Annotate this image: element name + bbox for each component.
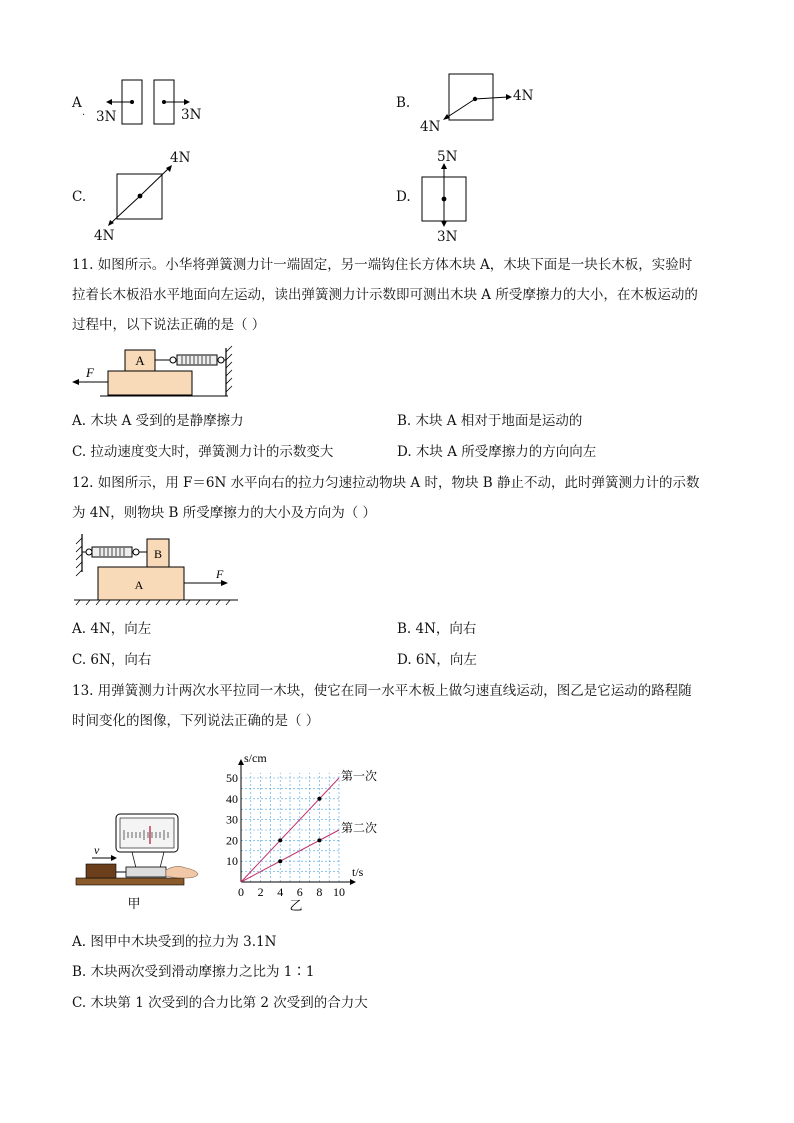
chart-caption: 乙	[289, 898, 303, 913]
data-point	[317, 797, 321, 801]
q11-force-label: F	[86, 365, 94, 380]
q11-stem-line3: 过程中，以下说法正确的是（ ）	[72, 317, 266, 333]
data-point	[317, 838, 321, 842]
q13-option-b: B. 木块两次受到滑动摩擦力之比为 1∶1	[72, 964, 315, 980]
q12-stem-line1: 12. 如图所示，用 F＝6N 水平向右的拉力匀速拉动物块 A 时，物块 B 静止不动，此时弹簧测力计的示数	[72, 475, 700, 491]
q11-figure	[70, 344, 240, 404]
chart-grid	[241, 773, 339, 882]
q11-option-b: B. 木块 A 相对于地面是运动的	[397, 413, 583, 429]
q10-d-force-down: 3N	[437, 229, 458, 245]
x-axis-arrow	[350, 879, 356, 885]
q10-option-c-figure	[94, 160, 194, 234]
q13-chart	[218, 748, 388, 916]
q11-option-d: D. 木块 A 所受摩擦力的方向向左	[397, 444, 597, 460]
x-tick-label: 0	[238, 885, 244, 899]
q13-velocity-label: v	[94, 843, 100, 857]
q13-option-c: C. 木块第 1 次受到的合力比第 2 次受到的合力大	[72, 995, 368, 1011]
x-tick-label: 8	[316, 885, 323, 899]
q13-fig-a-caption: 甲	[127, 896, 141, 911]
q12-block-a: A	[134, 578, 144, 592]
q12-option-a: A. 4N，向左	[72, 621, 152, 637]
q13-stem-line1: 13. 用弹簧测力计两次水平拉同一木块，使它在同一水平木板上做匀速直线运动，图乙是它运动的路程随	[72, 683, 692, 699]
x-tick-label: 2	[257, 885, 264, 899]
x-tick-label: 4	[277, 885, 284, 899]
q11-option-a: A. 木块 A 受到的是静摩擦力	[72, 413, 244, 429]
q13-stem-line2: 时间变化的图像，下列说法正确的是（ ）	[72, 713, 320, 729]
q11-block-label: A	[135, 353, 145, 368]
q12-force-label: F	[216, 567, 224, 581]
q10-option-d-figure	[410, 158, 470, 232]
q10-d-force-up: 5N	[437, 149, 458, 165]
q12-option-c: C. 6N，向右	[72, 652, 152, 668]
y-tick-label: 50	[226, 771, 238, 785]
q12-option-b: B. 4N，向右	[397, 621, 477, 637]
q10-a-left-force: 3N	[96, 109, 117, 125]
q10-a-right-force: 3N	[181, 107, 202, 123]
q12-stem-line2: 为 4N，则物块 B 所受摩擦力的大小及方向为（ ）	[72, 505, 376, 521]
q11-stem-line1: 11. 如图所示。小华将弹簧测力计一端固定，另一端钩住长方体木块 A，木块下面是一块长木板，实验时	[72, 257, 693, 273]
q13-figure-a	[74, 808, 204, 912]
q10-b-force-right: 4N	[513, 88, 534, 104]
q10-option-b-label: B.	[396, 95, 411, 111]
q10-option-c-label: C.	[72, 189, 87, 205]
x-tick-label: 6	[296, 885, 303, 899]
q12-figure	[70, 530, 245, 610]
q12-option-d: D. 6N，向左	[397, 652, 477, 668]
q13-option-a: A. 图甲中木块受到的拉力为 3.1N	[72, 934, 277, 950]
q11-option-c: C. 拉动速度变大时，弹簧测力计的示数变大	[72, 444, 334, 460]
q10-c-force-bottom: 4N	[94, 228, 115, 244]
q12-block-b: B	[153, 547, 163, 561]
data-point	[278, 859, 282, 863]
q11-stem-line2: 拉着长木板沿水平地面向左运动，读出弹簧测力计示数即可测出木块 A 所受摩擦力的大小，在木板运动的	[72, 287, 698, 303]
y-tick-label: 20	[226, 833, 238, 848]
q10-option-a-label: A	[72, 95, 82, 111]
chart-xlabel: t/s	[352, 865, 364, 879]
y-tick-label: 30	[226, 812, 238, 827]
data-point	[278, 838, 282, 842]
q10-c-force-top: 4N	[170, 150, 191, 166]
y-tick-label: 40	[226, 791, 238, 806]
series-label: 第一次	[341, 768, 378, 783]
y-tick-label: 10	[226, 854, 238, 869]
series-label: 第二次	[341, 820, 378, 835]
dot-mark: .	[82, 107, 86, 118]
x-tick-label: 10	[333, 885, 345, 899]
q10-b-force-left: 4N	[420, 119, 441, 135]
chart-ylabel: s/cm	[244, 751, 267, 765]
q10-option-d-label: D.	[396, 189, 411, 205]
